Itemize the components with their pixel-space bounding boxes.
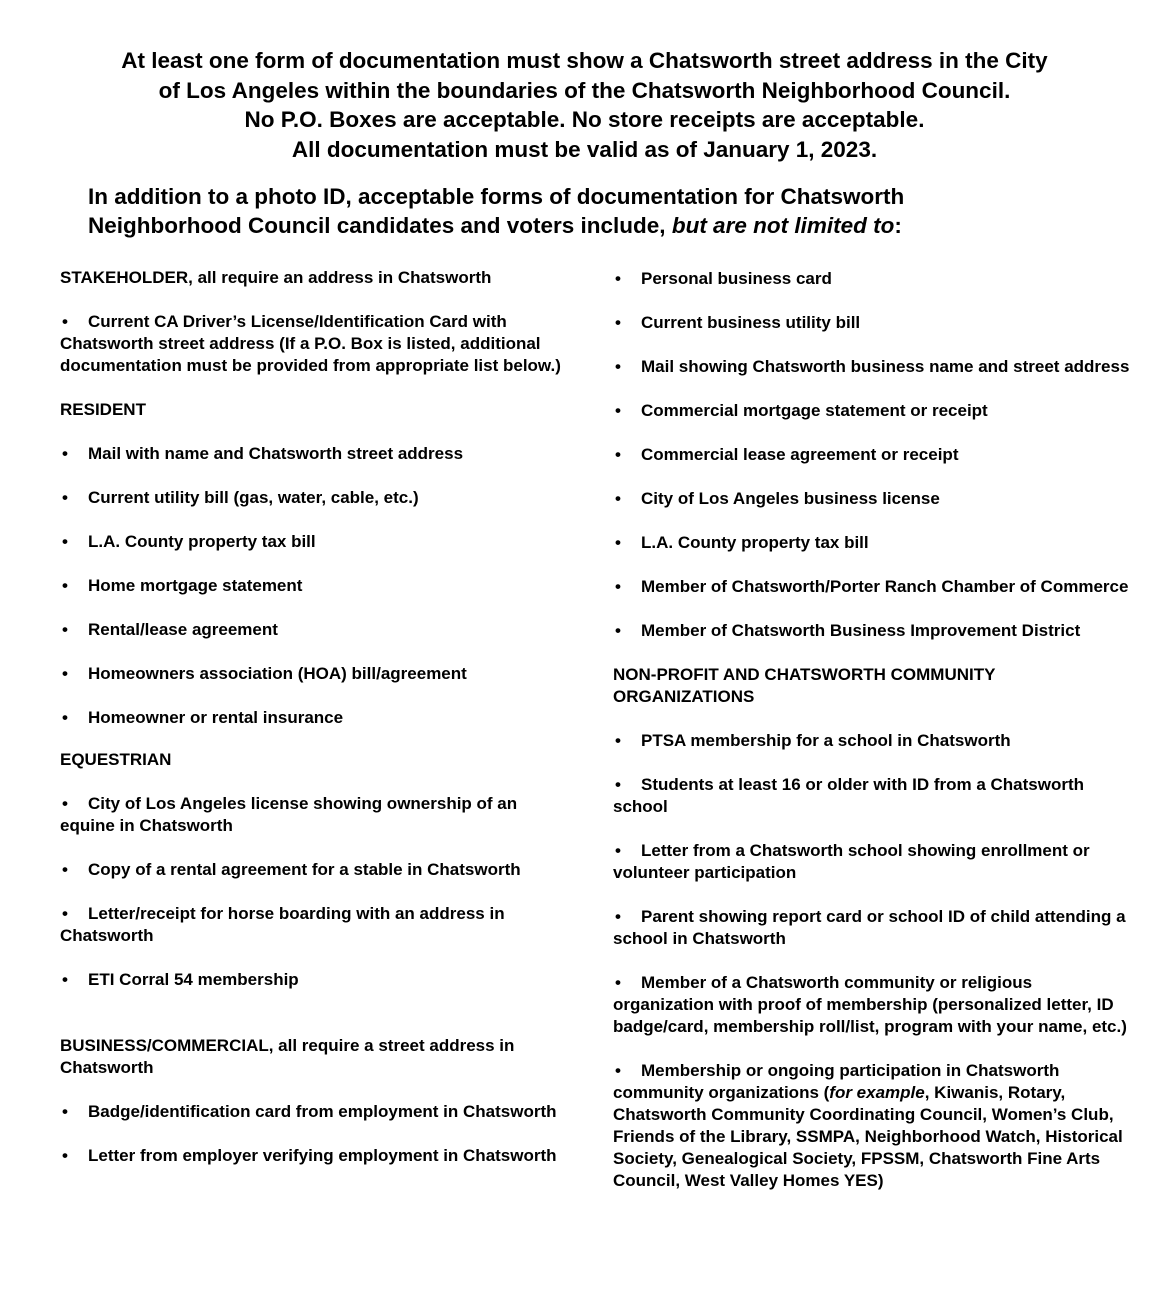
intro-text: Neighborhood Council candidates and voters include, (88, 213, 672, 238)
list-item: • Rental/lease agreement (60, 619, 575, 641)
list-item: • Current utility bill (gas, water, cable, etc.) (60, 487, 575, 509)
list-item: • Member of a Chatsworth community or religious organization with proof of membership (personalized letter, ID badge/card, membership roll/list, program with your name, etc.) (613, 972, 1133, 1038)
list-item: • Copy of a rental agreement for a stable in Chatsworth (60, 859, 575, 881)
list-item: • Current CA Driver’s License/Identification Card with Chatsworth street address (If a P.O. Box is listed, additional documentation must be provided from appropriate list below.) (60, 311, 575, 377)
intro-line (88, 211, 1148, 240)
header-line: All documentation must be valid as of January 1, 2023. (291, 136, 878, 162)
item-text: Membership or ongoing participation in Chatsworth community organizations ( (613, 1061, 1060, 1102)
list-item: • Letter from employer verifying employment in Chatsworth (60, 1145, 575, 1167)
list-item: • Commercial lease agreement or receipt (613, 444, 1133, 466)
list-item: • L.A. County property tax bill (60, 531, 575, 553)
list-item: • Member of Chatsworth/Porter Ranch Chamber of Commerce (613, 576, 1133, 598)
list-item: • Mail showing Chatsworth business name and street address (613, 356, 1133, 378)
list-item: • PTSA membership for a school in Chatsworth (613, 730, 1133, 752)
intro-text: : (894, 213, 902, 238)
list-item: • Parent showing report card or school ID of child attending a school in Chatsworth (613, 906, 1133, 950)
list-item: • City of Los Angeles license showing ownership of an equine in Chatsworth (60, 793, 575, 837)
document-header (0, 46, 1169, 164)
intro-paragraph (88, 182, 1148, 240)
section-heading-stakeholder: STAKEHOLDER, all require an address in Chatsworth (60, 268, 492, 287)
list-item: • Member of Chatsworth Business Improvement District (613, 620, 1133, 642)
item-text: , Kiwanis, Rotary, Chatsworth Community Coordinating Council, Women’s Club, Friends of the Library, SSMPA, Neighborhood Watch, Historical Society, Genealogical Society, FPSSM, Chatsworth Fine Arts Council, West Valley Homes YES) (613, 1083, 1123, 1190)
list-item: • Letter from a Chatsworth school showing enrollment or volunteer participation (613, 840, 1133, 884)
list-item-community-organizations (613, 1060, 1133, 1192)
list-item: • Personal business card (613, 268, 1133, 290)
intro-emphasis: but are not limited to (671, 213, 895, 238)
list-item: • Mail with name and Chatsworth street address (60, 443, 575, 465)
section-heading-business: BUSINESS/COMMERCIAL, all require a street address in Chatsworth (60, 1036, 515, 1077)
list-item: • Badge/identification card from employment in Chatsworth (60, 1101, 575, 1123)
list-item: • L.A. County property tax bill (613, 532, 1133, 554)
right-column (613, 268, 1133, 1214)
list-item: • ETI Corral 54 membership (60, 969, 575, 991)
section-heading-nonprofit: NON-PROFIT AND CHATSWORTH COMMUNITY ORGANIZATIONS (613, 665, 996, 706)
list-item: • Home mortgage statement (60, 575, 575, 597)
item-emphasis: for example (829, 1083, 925, 1102)
header-line: No P.O. Boxes are acceptable. No store receipts are acceptable. (244, 107, 925, 132)
list-item: • City of Los Angeles business license (613, 488, 1133, 510)
header-line: At least one form of documentation must show a Chatsworth street address in the City (121, 48, 1048, 73)
intro-line: In addition to a photo ID, acceptable forms of documentation for Chatsworth (88, 184, 905, 209)
header-line: of Los Angeles within the boundaries of the Chatsworth Neighborhood Council. (158, 77, 1011, 103)
section-heading-equestrian: EQUESTRIAN (60, 750, 172, 769)
section-heading-resident: RESIDENT (60, 400, 146, 419)
list-item: • Current business utility bill (613, 312, 1133, 334)
list-item: • Letter/receipt for horse boarding with an address in Chatsworth (60, 903, 575, 947)
spacer (60, 1013, 575, 1035)
list-item: • Homeowners association (HOA) bill/agreement (60, 663, 575, 685)
left-column (60, 267, 575, 1189)
list-item: • Homeowner or rental insurance (60, 707, 575, 729)
list-item: • Students at least 16 or older with ID from a Chatsworth school (613, 774, 1133, 818)
list-item: • Commercial mortgage statement or receipt (613, 400, 1133, 422)
